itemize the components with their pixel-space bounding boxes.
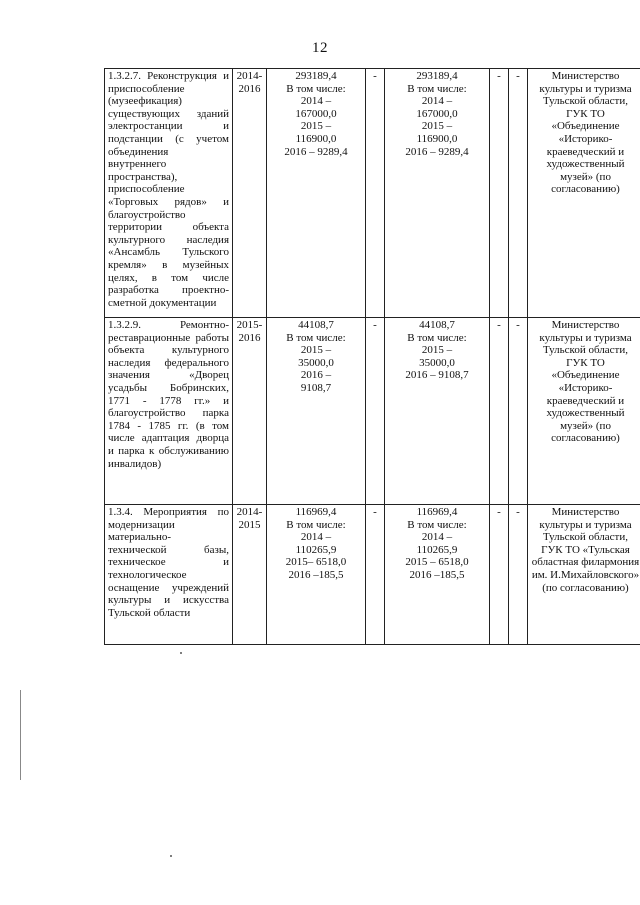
other-funding: -	[509, 505, 528, 645]
activity-description: 1.3.2.9. Ремонтно-реставрационные работы объекта культурного наследия федерального значения «Дворец усадьбы Бобринских, 1771 - 1778 гг.» и благоустройство парка 1784 - 1785 гг. (в том числе адаптация дворца и парка к обслуживанию инвалидов)	[105, 318, 233, 505]
table-row	[105, 318, 640, 505]
page-number: 12	[312, 40, 328, 56]
regional-funding: 293189,4 В том числе: 2014 – 167000,0 2015 – 116900,0 2016 – 9289,4	[385, 69, 490, 318]
activity-years: 2014- 2016	[233, 69, 267, 318]
total-funding: 116969,4 В том числе: 2014 – 110265,9 2015– 6518,0 2016 –185,5	[267, 505, 366, 645]
activity-years: 2015- 2016	[233, 318, 267, 505]
table-row	[105, 69, 640, 318]
federal-funding: -	[366, 69, 385, 318]
scan-speck	[170, 855, 172, 857]
executor: Министерство культуры и туризма Тульской области, ГУК ТО «Объединение «Историко-краеведческий и художественный музей» (по согласованию)	[528, 318, 640, 505]
scan-speck	[180, 652, 182, 654]
regional-funding: 44108,7 В том числе: 2015 – 35000,0 2016 – 9108,7	[385, 318, 490, 505]
activity-description: 1.3.4. Мероприятия по модернизации материально-технической базы, техническое и технологическое оснащение учреждений культуры и искусства Тульской области	[105, 505, 233, 645]
total-funding: 293189,4 В том числе: 2014 – 167000,0 2015 – 116900,0 2016 – 9289,4	[267, 69, 366, 318]
municipal-funding: -	[490, 505, 509, 645]
municipal-funding: -	[490, 69, 509, 318]
activity-years: 2014- 2015	[233, 505, 267, 645]
executor: Министерство культуры и туризма Тульской области, ГУК ТО «Объединение «Историко-краеведческий и художественный музей» (по согласованию)	[528, 69, 640, 318]
municipal-funding: -	[490, 318, 509, 505]
other-funding: -	[509, 318, 528, 505]
federal-funding: -	[366, 505, 385, 645]
federal-funding: -	[366, 318, 385, 505]
executor: Министерство культуры и туризма Тульской области, ГУК ТО «Тульская областная филармония им. И.Михайловского» (по согласованию)	[528, 505, 640, 645]
activity-description: 1.3.2.7. Реконструкция и приспособление (музеефикация) существующих зданий электростанции и подстанции (с учетом объединения внутреннего пространства), приспособление «Торговых рядов» и благоустройство территории объекта культурного наследия «Ансамбль Тульского кремля» в музейных целях, в том числе разработка проектно-сметной документации	[105, 69, 233, 318]
regional-funding: 116969,4 В том числе: 2014 – 110265,9 2015 – 6518,0 2016 –185,5	[385, 505, 490, 645]
table-row	[105, 505, 640, 645]
total-funding: 44108,7 В том числе: 2015 – 35000,0 2016 – 9108,7	[267, 318, 366, 505]
other-funding: -	[509, 69, 528, 318]
program-activities-table	[104, 68, 640, 645]
scan-margin-line	[20, 690, 21, 780]
